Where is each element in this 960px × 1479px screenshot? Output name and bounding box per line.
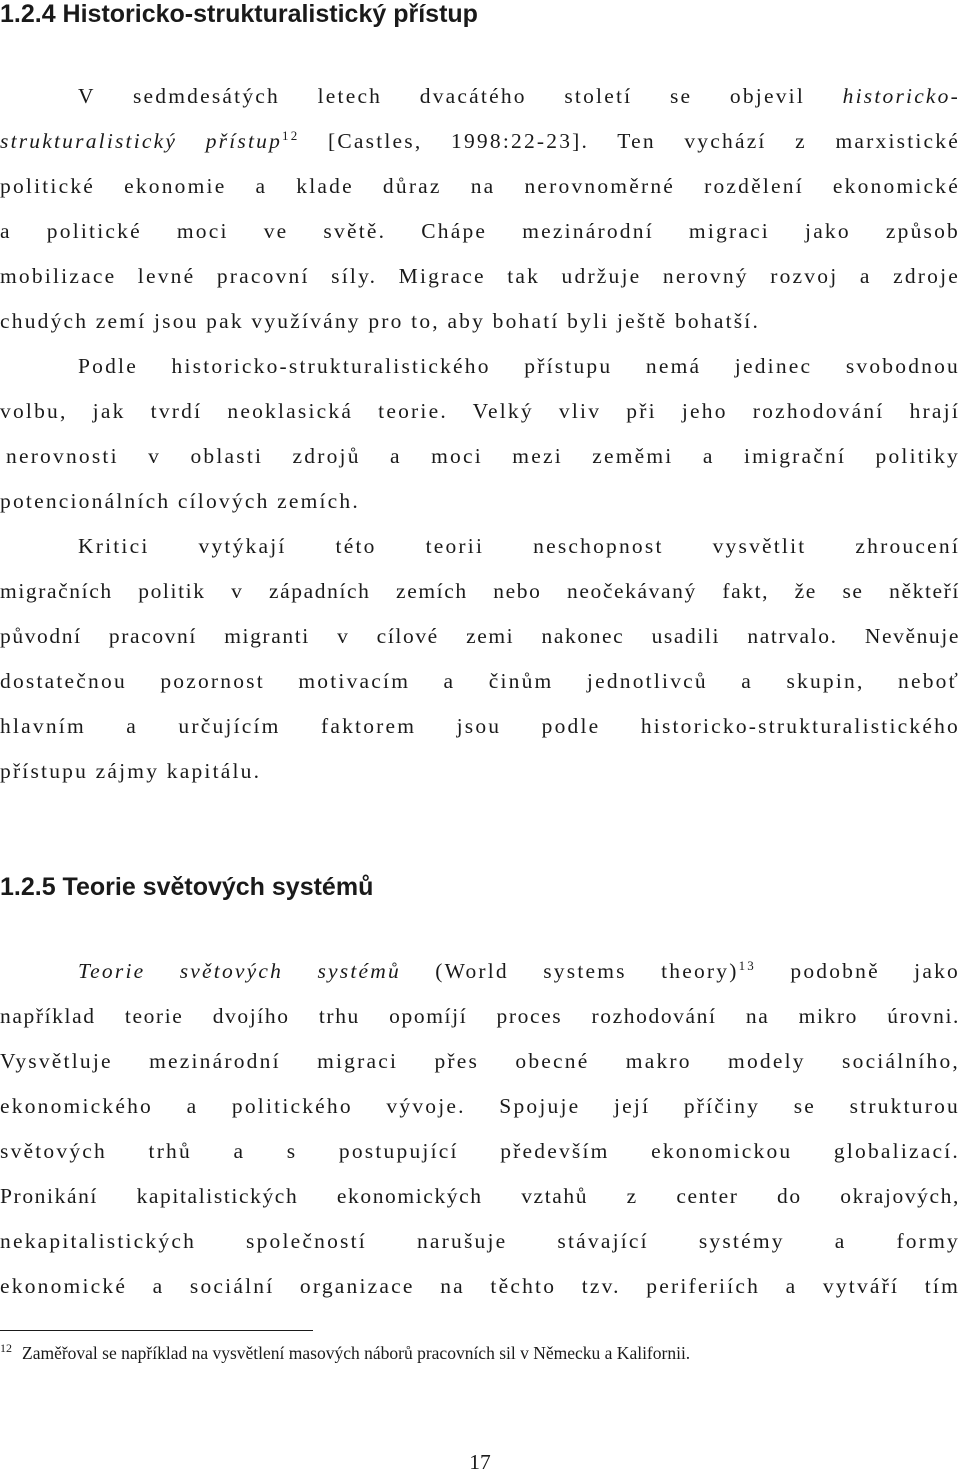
footnote: [0, 1343, 960, 1364]
paragraph-line: mobilizace levné pracovní síly. Migrace tak udržuje nerovný rozvoj a zdroje: [0, 264, 960, 288]
paragraph-line: nerovnosti v oblasti zdrojů a moci mezi zeměmi a imigrační politiky: [6, 444, 960, 468]
paragraph-line: přístupu zájmy kapitálu.: [0, 759, 262, 783]
emphasis-text: historicko-: [842, 84, 960, 108]
paragraph-line: Kritici vytýkají této teorii neschopnost vysvětlit zhroucení: [78, 534, 960, 558]
paragraph-line: chudých zemí jsou pak využívány pro to, aby bohatí byli ještě bohatší.: [0, 309, 761, 333]
text-run: podobně jako: [756, 959, 960, 983]
footnote-text: Zaměřoval se například na vysvětlení masových náborů pracovních sil v Německu a Kalifornii.: [22, 1343, 691, 1363]
paragraph-line: migračních politik v západních zemích nebo neočekávaný fakt, že se někteří: [0, 579, 960, 603]
paragraph-line: [78, 956, 960, 986]
paragraph-line: potencionálních cílových zemích.: [0, 489, 360, 513]
section-heading-1-2-4: 1.2.4 Historicko-strukturalistický přístup: [0, 0, 478, 28]
paragraph-line: politické ekonomie a klade důraz na nerovnoměrné rozdělení ekonomické: [0, 174, 960, 198]
paragraph-line: původní pracovní migranti v cílové zemi nakonec usadili natrvalo. Nevěnuje: [0, 624, 960, 648]
footnote-reference: 12: [282, 127, 300, 143]
paragraph-line: ekonomického a politického vývoje. Spojuje její příčiny se strukturou: [0, 1094, 960, 1118]
paragraph-line: například teorie dvojího trhu opomíjí proces rozhodování na mikro úrovni.: [0, 1004, 960, 1028]
paragraph-line: ekonomické a sociální organizace na těchto tzv. periferiích a vytváří tím: [0, 1274, 960, 1298]
text-run: [Castles, 1998:22-23]. Ten vychází z marxistické: [299, 129, 960, 153]
text-run: (World systems theory): [400, 959, 739, 983]
paragraph-line: Pronikání kapitalistických ekonomických vztahů z center do okrajových,: [0, 1184, 960, 1208]
footnote-reference: 13: [738, 957, 756, 973]
paragraph-line: volbu, jak tvrdí neoklasická teorie. Velký vliv při jeho rozhodování hrají: [0, 399, 960, 423]
paragraph-line: a politické moci ve světě. Chápe mezinárodní migraci jako způsob: [0, 219, 960, 243]
paragraph-line: Vysvětluje mezinárodní migraci přes obecné makro modely sociálního,: [0, 1049, 960, 1073]
paragraph-line: světových trhů a s postupující především ekonomickou globalizací.: [0, 1139, 960, 1163]
text-run: V sedmdesátých letech dvacátého století se objevil: [78, 84, 805, 108]
page-number: 17: [469, 1450, 491, 1474]
emphasis-text: strukturalistický přístup: [0, 129, 283, 153]
paragraph-line: [0, 126, 960, 156]
paragraph-line: nekapitalistických společností narušuje stávající systémy a formy: [0, 1229, 960, 1253]
paragraph-line: Podle historicko-strukturalistického přístupu nemá jedinec svobodnou: [78, 354, 960, 378]
paragraph-line: [78, 81, 960, 111]
footnote-separator: [0, 1330, 313, 1331]
paragraph-line: hlavním a určujícím faktorem jsou podle historicko-strukturalistického: [0, 714, 960, 738]
paragraph-line: dostatečnou pozornost motivacím a činům jednotlivců a skupin, neboť: [0, 669, 960, 693]
footnote-number: 12: [0, 1341, 12, 1355]
emphasis-text: Teorie světových systémů: [78, 959, 401, 983]
section-heading-1-2-5: 1.2.5 Teorie světových systémů: [0, 873, 374, 901]
